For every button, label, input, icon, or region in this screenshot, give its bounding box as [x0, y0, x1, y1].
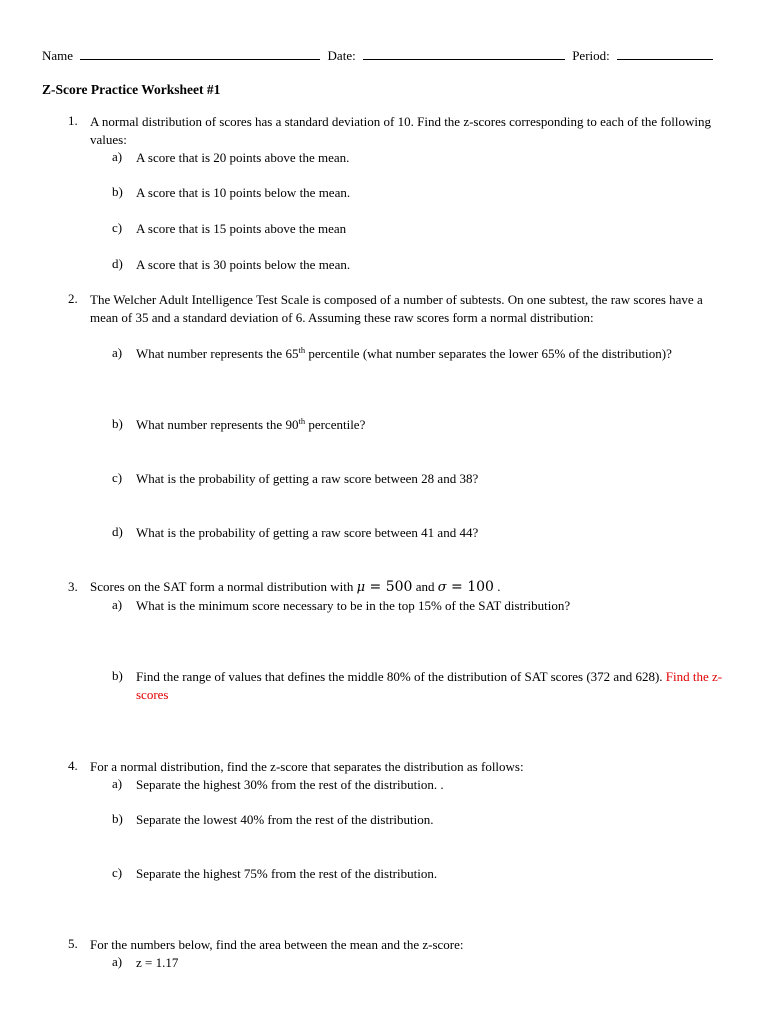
part-text: What is the probability of getting a raw score between 41 and 44? — [136, 525, 479, 540]
equals-sign: = — [446, 579, 468, 595]
part-text: What is the probability of getting a raw score between 28 and 38? — [136, 471, 479, 486]
date-label: Date: — [327, 48, 356, 63]
part-text — [136, 668, 726, 704]
equals-sign: = — [365, 579, 386, 595]
name-label: Name — [42, 48, 74, 63]
part-letter: d) — [112, 256, 123, 271]
part-text: A score that is 30 points below the mean. — [136, 257, 351, 272]
question-text-post: . — [493, 579, 501, 594]
part-letter: a) — [112, 345, 123, 360]
part-letter: c) — [112, 220, 123, 235]
question-number: 3. — [68, 579, 78, 594]
page-title: Z-Score Practice Worksheet #1 — [42, 82, 221, 97]
part-text-pre: What number represents the 90 — [136, 417, 299, 432]
mu-symbol: μ — [356, 580, 366, 595]
sigma-symbol: σ — [437, 580, 447, 595]
part-letter: a) — [112, 776, 123, 791]
period-field[interactable] — [617, 47, 713, 60]
part-text: What is the minimum score necessary to be in the top 15% of the SAT distribution? — [136, 598, 571, 613]
name-field[interactable] — [80, 47, 320, 60]
question-text: For a normal distribution, find the z-score that separates the distribution as follows: — [90, 759, 524, 774]
part-text: A score that is 20 points above the mean. — [136, 150, 350, 165]
part-letter: b) — [112, 668, 123, 683]
part-text-post: percentile (what number separates the lower 65% of the distribution)? — [305, 346, 672, 361]
part-text-post: percentile? — [305, 417, 366, 432]
part-text-pre: What number represents the 65 — [136, 346, 299, 361]
part-letter: b) — [112, 184, 123, 199]
part-text: Separate the highest 75% from the rest of the distribution. — [136, 866, 438, 881]
part-letter: a) — [112, 597, 123, 612]
header-row — [42, 47, 722, 64]
part-text: Separate the lowest 40% from the rest of the distribution. — [136, 812, 434, 827]
part-letter: b) — [112, 416, 123, 431]
red-annotation: Find the z-scores — [136, 669, 723, 702]
part-letter: c) — [112, 865, 123, 880]
date-field[interactable] — [363, 47, 565, 60]
part-letter: c) — [112, 470, 123, 485]
part-text: A score that is 15 points above the mean — [136, 221, 347, 236]
question-text: For the numbers below, find the area between the mean and the z-score: — [90, 937, 464, 952]
sigma-value: 100 — [467, 579, 494, 595]
question-text: A normal distribution of scores has a standard deviation of 10. Find the z-scores corresponding to each of the following values: — [90, 114, 711, 147]
question-text: The Welcher Adult Intelligence Test Scale is composed of a number of subtests. On one subtest, the raw scores have a mean of 35 and a standard deviation of 6. Assuming these raw scores form a normal distribution: — [90, 292, 703, 325]
part-letter: a) — [112, 149, 123, 164]
mu-value: 500 — [385, 579, 413, 595]
part-text: A score that is 10 points below the mean. — [136, 185, 351, 200]
question-number: 4. — [68, 758, 78, 773]
part-letter: d) — [112, 524, 123, 539]
period-label: Period: — [572, 48, 610, 63]
ordinal-suffix: th — [298, 345, 306, 355]
part-text: Separate the highest 30% from the rest of the distribution. . — [136, 777, 444, 792]
question-number: 2. — [68, 291, 78, 306]
part-text: z = 1.17 — [136, 955, 179, 970]
part-text-main: Find the range of values that defines the middle 80% of the distribution of SAT scores (372 and 628). — [136, 669, 663, 684]
and-word: and — [412, 579, 438, 594]
question-number: 1. — [68, 113, 78, 128]
part-text — [136, 416, 726, 434]
ordinal-suffix: th — [298, 416, 306, 426]
question-text — [90, 578, 730, 597]
part-letter: b) — [112, 811, 123, 826]
question-text-pre: Scores on the SAT form a normal distribution with — [90, 579, 357, 594]
question-number: 5. — [68, 936, 78, 951]
part-text — [136, 345, 726, 363]
part-letter: a) — [112, 954, 123, 969]
